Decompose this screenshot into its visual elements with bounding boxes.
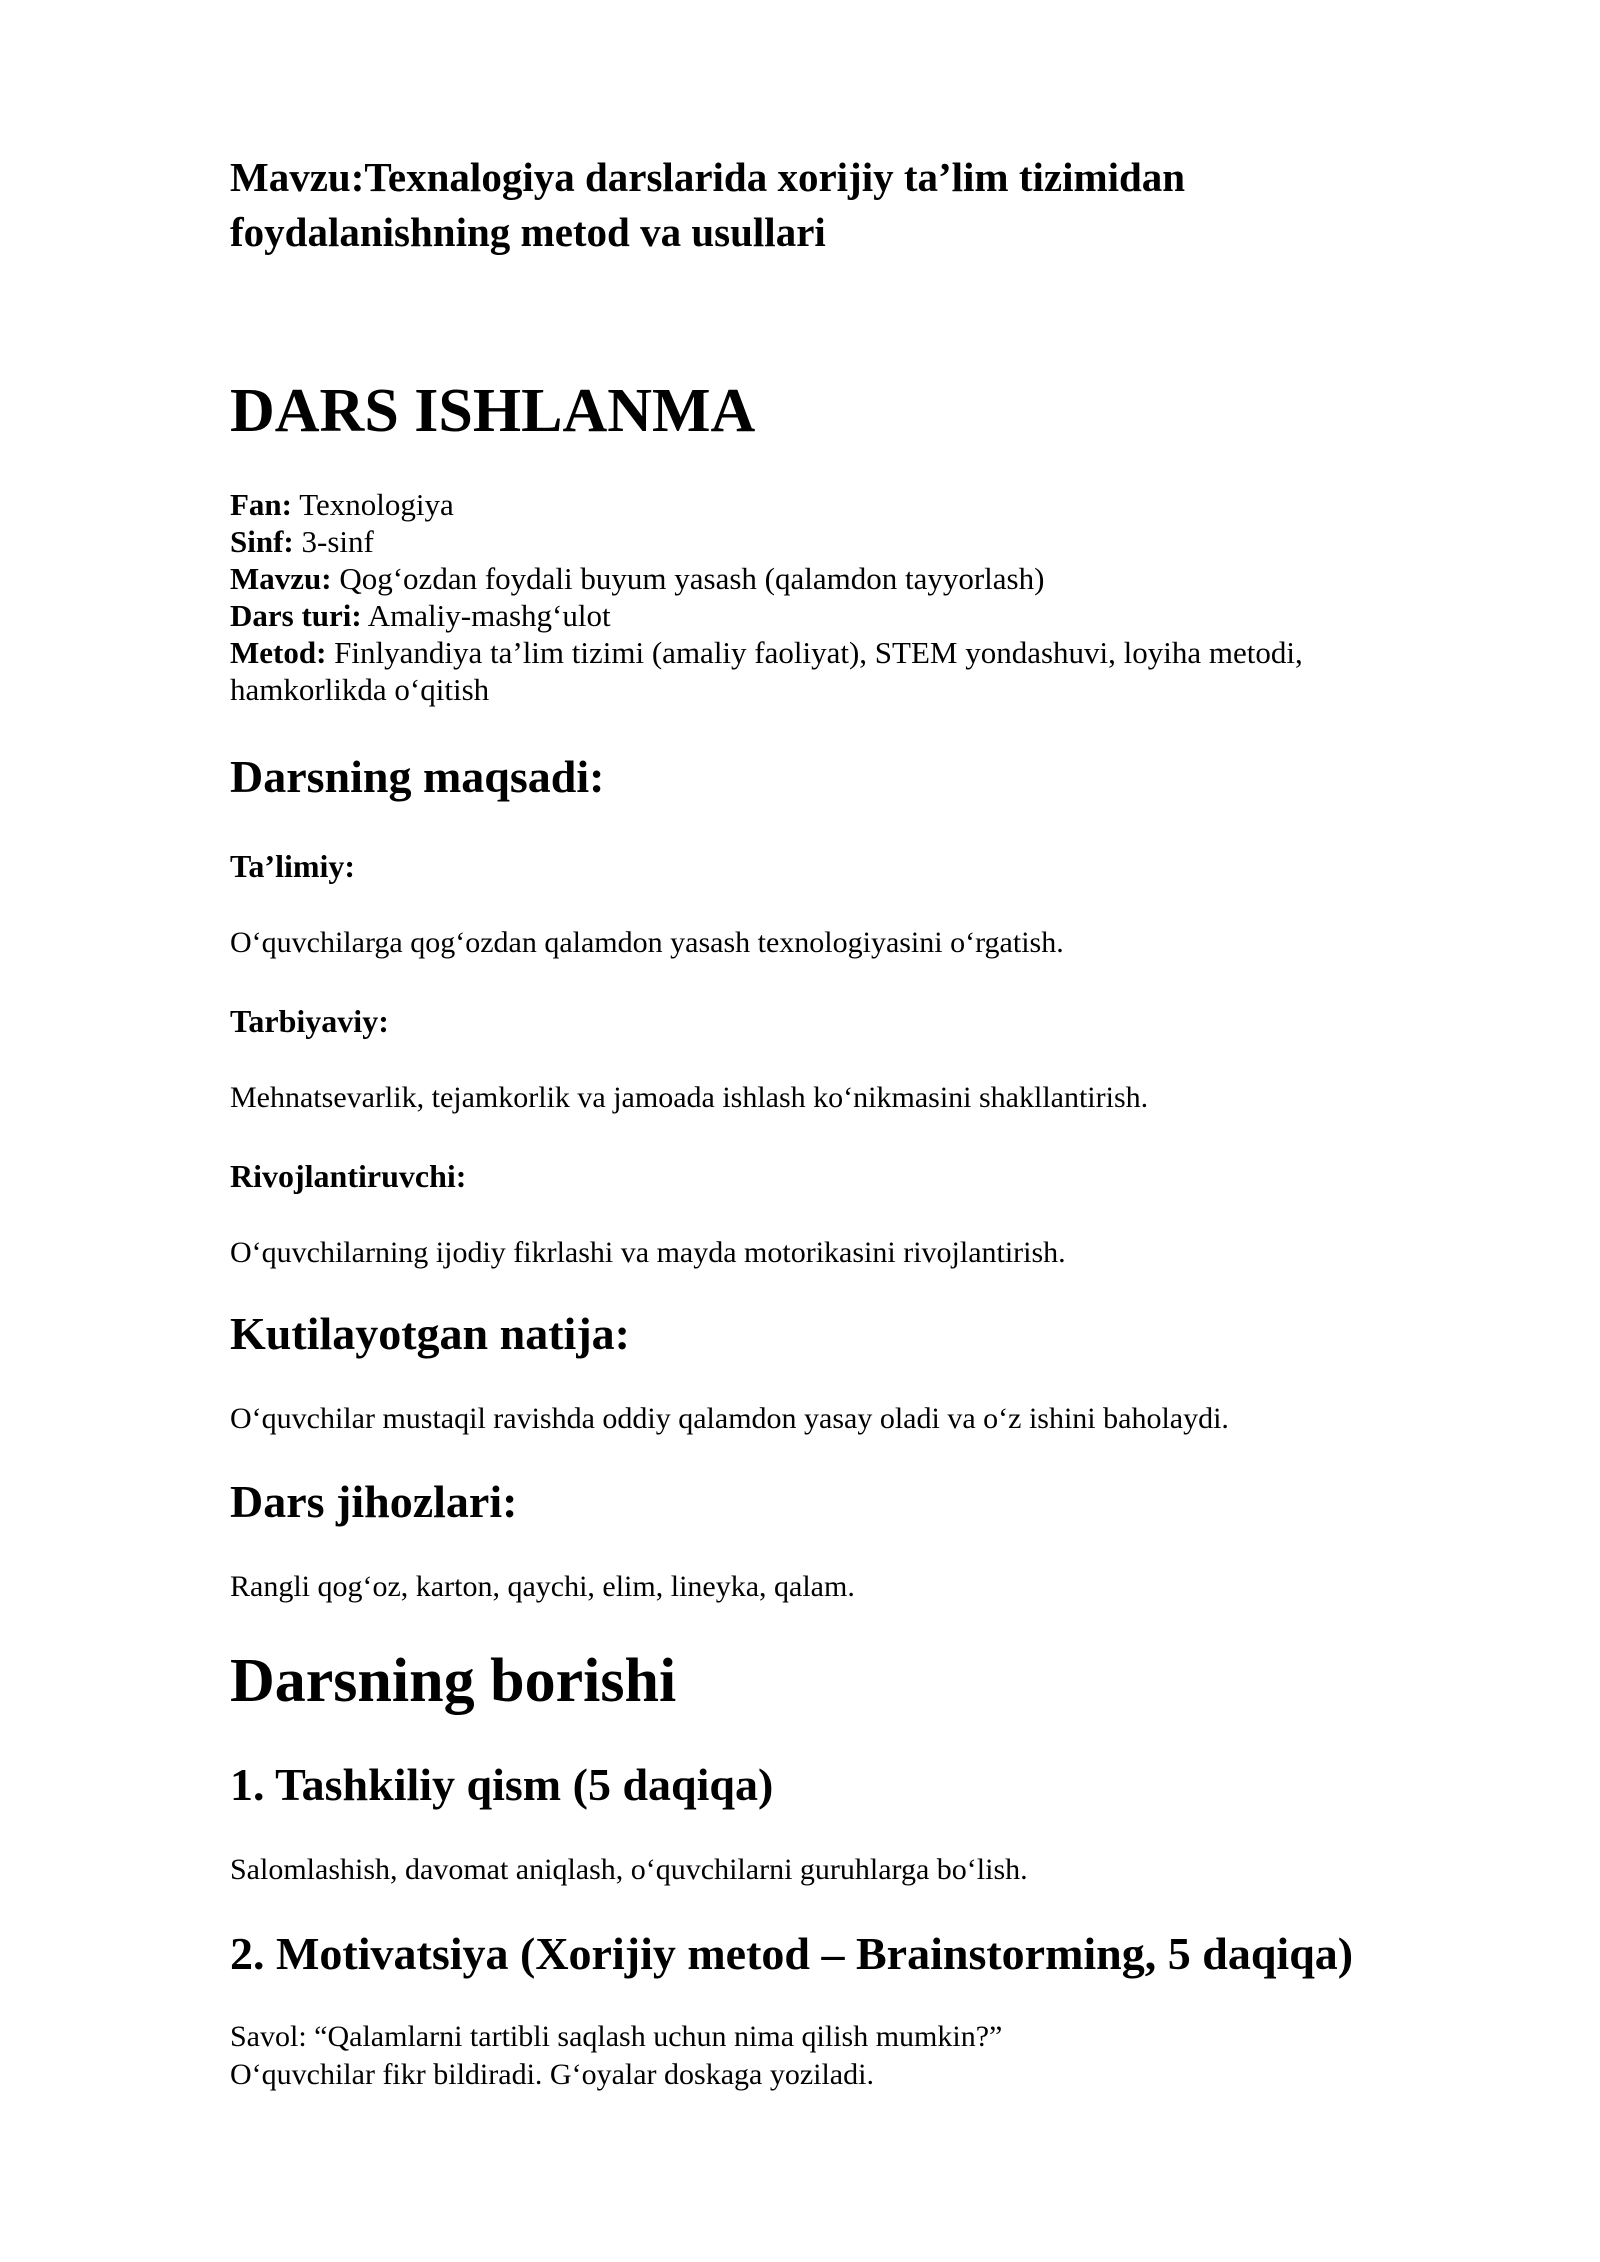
meta-sinf-value: 3-sinf xyxy=(293,524,374,559)
meta-mavzu-value: Qog‘ozdan foydali buyum yasash (qalamdon tayyorlash) xyxy=(331,561,1045,596)
meta-fan-label: Fan: xyxy=(230,487,292,522)
result-heading: Kutilayotgan natija: xyxy=(230,1308,630,1359)
meta-metod-continued: hamkorlikda o‘qitish xyxy=(230,672,490,707)
meta-metod-value: Finlyandiya ta’lim tizimi (amaliy faoliyat), STEM yondashuvi, loyiha metodi, xyxy=(326,635,1303,670)
equipment-text: Rangli qog‘oz, karton, qaychi, elim, lineyka, qalam. xyxy=(230,1570,855,1603)
stage-1-heading: 1. Tashkiliy qism (5 daqiqa) xyxy=(230,1759,774,1810)
stage-2-note: O‘quvchilar fikr bildiradi. G‘oyalar doskaga yoziladi. xyxy=(230,2058,874,2091)
result-text: O‘quvchilar mustaqil ravishda oddiy qalamdon yasay oladi va o‘z ishini baholaydi. xyxy=(230,1402,1229,1435)
topic-heading xyxy=(230,150,1185,260)
meta-fan-value: Texnologiya xyxy=(292,487,454,522)
stage-1-text: Salomlashish, davomat aniqlash, o‘quvchilarni guruhlarga bo‘lish. xyxy=(230,1853,1028,1886)
meta-dars-turi xyxy=(230,597,1303,634)
meta-metod xyxy=(230,634,1303,671)
rivojlantiruvchi-text: O‘quvchilarning ijodiy fikrlashi va mayda motorikasini rivojlantirish. xyxy=(230,1236,1066,1269)
document-title: DARS ISHLANMA xyxy=(230,377,756,445)
meta-mavzu xyxy=(230,560,1303,597)
meta-sinf-label: Sinf: xyxy=(230,524,294,559)
rivojlantiruvchi-heading: Rivojlantiruvchi: xyxy=(230,1158,467,1194)
process-heading: Darsning borishi xyxy=(230,1647,677,1715)
talimiy-heading: Ta’limiy: xyxy=(230,848,356,884)
lesson-meta xyxy=(230,486,1303,708)
meta-dars-turi-label: Dars turi: xyxy=(230,598,362,633)
topic-line-1: Mavzu:Texnalogiya darslarida xorijiy ta’lim tizimidan xyxy=(230,154,1186,200)
talimiy-text: O‘quvchilarga qog‘ozdan qalamdon yasash texnologiyasini o‘rgatish. xyxy=(230,926,1064,959)
goals-heading: Darsning maqsadi: xyxy=(230,751,605,802)
tarbiyaviy-text: Mehnatsevarlik, tejamkorlik va jamoada ishlash ko‘nikmasini shakllantirish. xyxy=(230,1081,1149,1114)
equipment-heading: Dars jihozlari: xyxy=(230,1476,518,1527)
meta-fan xyxy=(230,486,1303,523)
tarbiyaviy-heading: Tarbiyaviy: xyxy=(230,1003,389,1039)
meta-mavzu-label: Mavzu: xyxy=(230,561,332,596)
stage-2-question: Savol: “Qalamlarni tartibli saqlash uchun nima qilish mumkin?” xyxy=(230,2020,1003,2053)
stage-2-text xyxy=(230,2018,1002,2094)
stage-2-heading: 2. Motivatsiya (Xorijiy metod – Brainstorming, 5 daqiqa) xyxy=(230,1928,1354,1979)
meta-dars-turi-value: Amaliy-mashg‘ulot xyxy=(361,598,611,633)
meta-metod-label: Metod: xyxy=(230,635,327,670)
topic-line-2: foydalanishning metod va usullari xyxy=(230,209,826,255)
meta-sinf xyxy=(230,523,1303,560)
